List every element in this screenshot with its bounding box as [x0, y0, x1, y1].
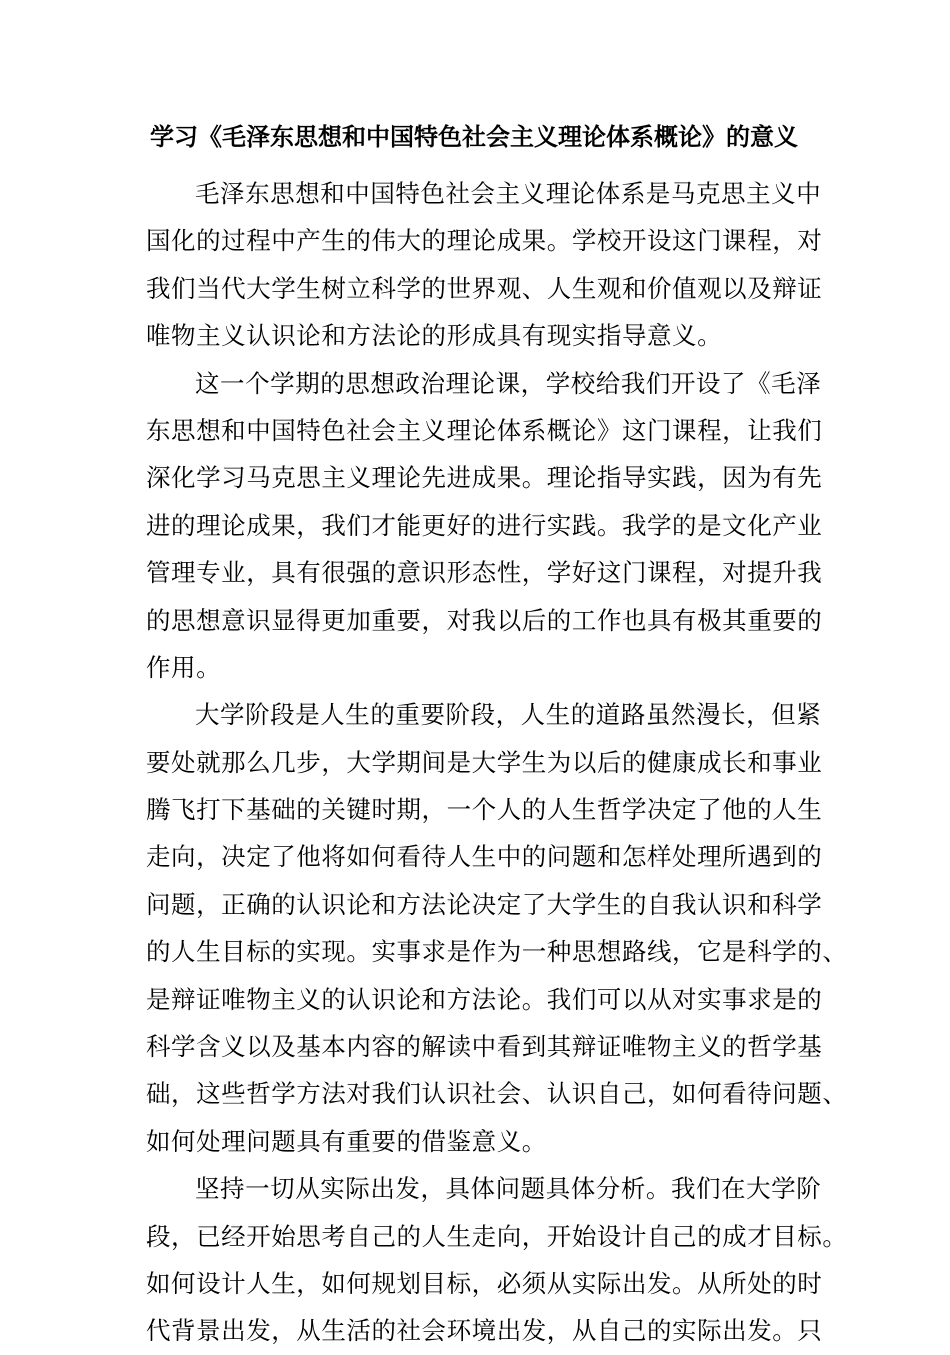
- paragraph-2-line-6: 的思想意识显得更加重要，对我以后的工作也具有极其重要的: [146, 605, 823, 635]
- paragraph-2-line-2: 东思想和中国特色社会主义理论体系概论》这门课程，让我们: [146, 415, 823, 445]
- paragraph-3-line-8: 科学含义以及基本内容的解读中看到其辩证唯物主义的哲学基: [146, 1032, 823, 1062]
- paragraph-4-line-3: 如何设计人生，如何规划目标，必须从实际出发。从所处的时: [146, 1268, 823, 1298]
- paragraph-1-line-1: 毛泽东思想和中国特色社会主义理论体系是马克思主义中: [195, 179, 822, 208]
- paragraph-3-line-4: 走向，决定了他将如何看待人生中的问题和怎样处理所遇到的: [146, 842, 823, 872]
- paragraph-1-line-3: 我们当代大学生树立科学的世界观、人生观和价值观以及辩证: [146, 273, 823, 303]
- paragraph-2-line-3: 深化学习马克思主义理论先进成果。理论指导实践，因为有先: [146, 463, 823, 493]
- paragraph-3-line-2: 要处就那么几步，大学期间是大学生为以后的健康成长和事业: [146, 747, 823, 777]
- paragraph-1-line-2: 国化的过程中产生的伟大的理论成果。学校开设这门课程，对: [146, 226, 823, 256]
- paragraph-2-line-4: 进的理论成果，我们才能更好的进行实践。我学的是文化产业: [146, 510, 823, 540]
- paragraph-4-line-2: 段，已经开始思考自己的人生走向，开始设计自己的成才目标。: [146, 1221, 848, 1251]
- paragraph-3-line-1: 大学阶段是人生的重要阶段，人生的道路虽然漫长，但紧: [195, 700, 822, 730]
- paragraph-2-line-7: 作用。: [146, 652, 222, 682]
- paragraph-3-line-9: 础，这些哲学方法对我们认识社会、认识自己，如何看待问题、: [146, 1079, 848, 1109]
- paragraph-3-line-10: 如何处理问题具有重要的借鉴意义。: [146, 1126, 547, 1156]
- paragraph-4-line-1: 坚持一切从实际出发，具体问题具体分析。我们在大学阶: [195, 1174, 822, 1204]
- paragraph-2-line-5: 管理专业，具有很强的意识形态性，学好这门课程，对提升我: [146, 558, 823, 588]
- paragraph-3-line-6: 的人生目标的实现。实事求是作为一种思想路线，它是科学的、: [146, 937, 848, 967]
- paragraph-1-line-4: 唯物主义认识论和方法论的形成具有现实指导意义。: [146, 321, 723, 351]
- paragraph-4-line-4: 代背景出发，从生活的社会环境出发，从自己的实际出发。只: [146, 1316, 823, 1346]
- document-title: 学习《毛泽东思想和中国特色社会主义理论体系概论》的意义: [150, 123, 798, 151]
- document-body: [146, 170, 848, 1355]
- paragraph-3-line-5: 问题，正确的认识论和方法论决定了大学生的自我认识和科学: [146, 889, 823, 919]
- paragraph-3-line-7: 是辩证唯物主义的认识论和方法论。我们可以从对实事求是的: [146, 984, 823, 1014]
- paragraph-3-line-3: 腾飞打下基础的关键时期，一个人的人生哲学决定了他的人生: [146, 795, 823, 825]
- paragraph-2-line-1: 这一个学期的思想政治理论课，学校给我们开设了《毛泽: [195, 368, 822, 398]
